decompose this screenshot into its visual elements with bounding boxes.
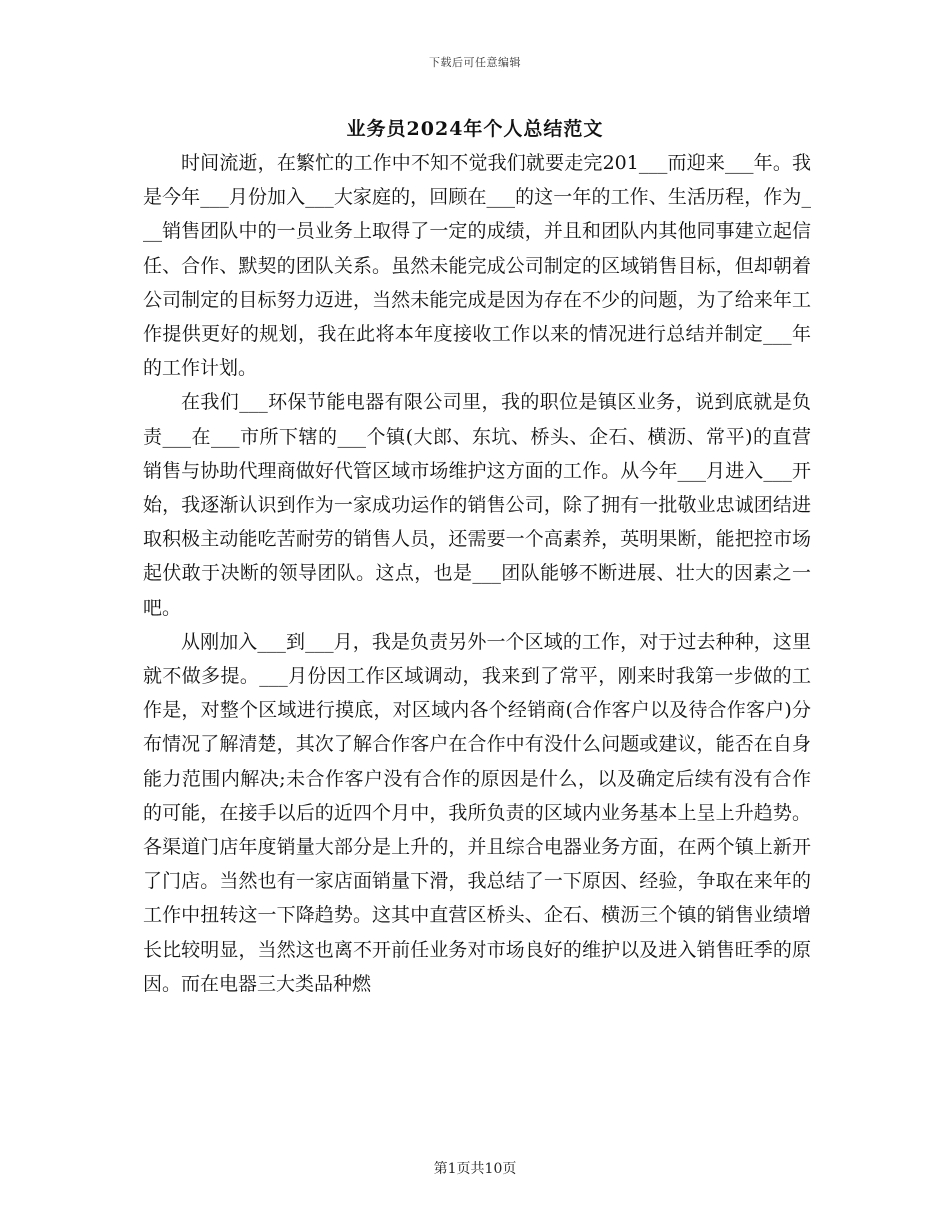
page-number-footer: 第1页共10页 <box>433 1161 517 1177</box>
paragraph-3: 从刚加入___到___月，我是负责另外一个区域的工作，对于过去种种，这里就不做多提。___月份因工作区域调动，我来到了常平，刚来时我第一步做的工作是，对整个区域进行摸底，对区域内各个经销商(合作客户以及待合作客户)分布情况了解清楚，其次了解合作客户在合作中有没什么问题或建议，能否在自身能力范围内解决;未合作客户没有合作的原因是什么，以及确定后续有没有合作的可能，在接手以后的近四个月中，我所负责的区域内业务基本上呈上升趋势。各渠道门店年度销量大部分是上升的，并且综合电器业务方面，在两个镇上新开了门店。当然也有一家店面销量下滑，我总结了一下原因、经验，争取在来年的工作中扭转这一下降趋势。这其中直营区桥头、企石、横沥三个镇的销售业绩增长比较明显，当然这也离不开前任业务对市场良好的维护以及进入销售旺季的原因。而在电器三大类品种燃 <box>143 630 811 995</box>
document-body <box>143 146 811 1001</box>
paragraph-1: 时间流逝，在繁忙的工作中不知不觉我们就要走完201___而迎来___年。我是今年___月份加入___大家庭的，回顾在___的这一年的工作、生活历程，作为___销售团队中的一员业务上取得了一定的成绩，并且和团队内其他同事建立起信任、合作、默契的团队关系。虽然未能完成公司制定的区域销售目标，但却朝着公司制定的目标努力迈进，当然未能完成是因为存在不少的问题，为了给来年工作提供更好的规划，我在此将本年度接收工作以来的情况进行总结并制定___年的工作计划。 <box>143 152 811 380</box>
header-note: 下载后可任意编辑 <box>429 56 521 69</box>
document-title: 业务员2024年个人总结范文 <box>346 118 604 140</box>
paragraph-2: 在我们___环保节能电器有限公司里，我的职位是镇区业务，说到底就是负责___在___市所下辖的___个镇(大郎、东坑、桥头、企石、横沥、常平)的直营销售与协助代理商做好代管区域市场维护这方面的工作。从今年___月进入___开始，我逐渐认识到作为一家成功运作的销售公司，除了拥有一批敬业忠诚团结进取积极主动能吃苦耐劳的销售人员，还需要一个高素养，英明果断，能把控市场起伏敢于决断的领导团队。这点，也是___团队能够不断进展、壮大的因素之一吧。 <box>143 391 811 619</box>
